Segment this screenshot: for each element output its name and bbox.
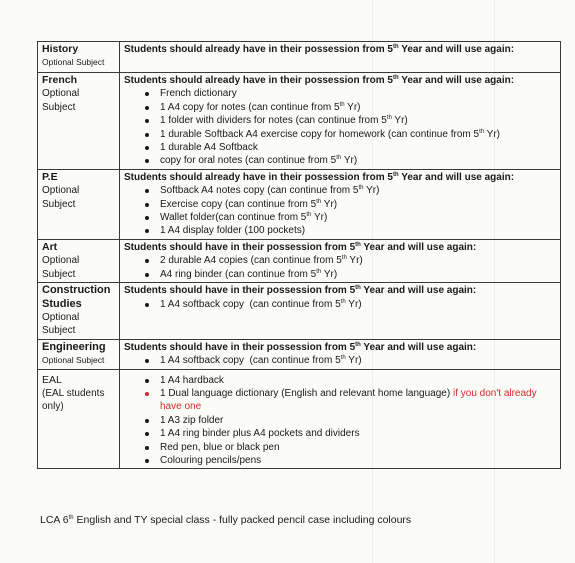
list-item: 1 A3 zip folder bbox=[160, 414, 556, 427]
subject-note: Optional Subject bbox=[42, 88, 80, 113]
footer-note: LCA 6th English and TY special class - fully packed pencil case including colours bbox=[40, 514, 412, 526]
subject-note: Optional Subject bbox=[42, 255, 80, 280]
item-list bbox=[124, 87, 556, 167]
subject-cell bbox=[38, 239, 120, 282]
item-list bbox=[124, 374, 556, 468]
requirements-cell bbox=[120, 239, 561, 282]
subject-cell bbox=[38, 369, 120, 469]
subject-note: Optional Subject bbox=[42, 57, 105, 68]
list-item: 1 durable A4 Softback bbox=[160, 141, 556, 154]
subject-note: Optional Subject bbox=[42, 311, 80, 337]
requirements-cell bbox=[120, 169, 561, 239]
row-heading: Students should already have in their possession from 5th Year and will use again: bbox=[124, 171, 515, 183]
subject-name: Construction Studies bbox=[42, 284, 111, 310]
subject-note: Optional Subject bbox=[42, 355, 105, 366]
list-item: 1 A4 hardback bbox=[160, 374, 556, 387]
list-item: copy for oral notes (can continue from 5th Yr) bbox=[160, 154, 556, 167]
subject-name: History bbox=[42, 43, 79, 55]
subject-name: Engineering bbox=[42, 340, 106, 353]
list-item: Exercise copy (can continue from 5th Yr) bbox=[160, 198, 556, 211]
subject-name: EAL bbox=[42, 373, 62, 386]
list-item: 1 A4 copy for notes (can continue from 5th Yr) bbox=[160, 101, 556, 114]
row-heading: Students should have in their possession from 5th Year and will use again: bbox=[124, 241, 477, 253]
row-heading: Students should have in their possession from 5th Year and will use again: bbox=[124, 341, 477, 353]
row-art bbox=[38, 239, 561, 282]
subject-note: (EAL students only) bbox=[42, 387, 105, 413]
row-engineering bbox=[38, 339, 561, 369]
row-heading: Students should already have in their possession from 5th Year and will use again: bbox=[124, 44, 515, 55]
list-item bbox=[160, 387, 556, 414]
list-item: Red pen, blue or black pen bbox=[160, 441, 556, 454]
item-list bbox=[124, 184, 556, 238]
list-item: 2 durable A4 copies (can continue from 5th Yr) bbox=[160, 254, 556, 267]
requirements-cell bbox=[120, 42, 561, 73]
list-item: A4 ring binder (can continue from 5th Yr) bbox=[160, 268, 556, 281]
subject-cell bbox=[38, 169, 120, 239]
list-item: 1 durable Softback A4 exercise copy for homework (can continue from 5th Yr) bbox=[160, 128, 556, 141]
subject-name: French bbox=[42, 74, 78, 86]
requirements-cell bbox=[120, 369, 561, 469]
list-item: Wallet folder(can continue from 5th Yr) bbox=[160, 211, 556, 224]
row-eal bbox=[38, 369, 561, 469]
item-list bbox=[124, 254, 556, 281]
requirements-cell bbox=[120, 339, 561, 369]
requirements-table bbox=[37, 41, 561, 469]
list-item: 1 A4 softback copy (can continue from 5th Yr) bbox=[160, 354, 556, 367]
subject-cell bbox=[38, 283, 120, 340]
requirements-cell bbox=[120, 283, 561, 340]
item-list bbox=[124, 354, 556, 367]
list-item: 1 A4 display folder (100 pockets) bbox=[160, 224, 556, 237]
row-history bbox=[38, 42, 561, 73]
list-item: Softback A4 notes copy (can continue from 5th Yr) bbox=[160, 184, 556, 197]
subject-cell bbox=[38, 339, 120, 369]
subject-cell bbox=[38, 73, 120, 170]
row-pe bbox=[38, 169, 561, 239]
subject-cell bbox=[38, 42, 120, 73]
highlight-text: if you don't already have one bbox=[160, 387, 537, 413]
subject-note: Optional Subject bbox=[42, 185, 80, 210]
row-heading: Students should already have in their possession from 5th Year and will use again: bbox=[124, 75, 515, 86]
subject-name: P.E bbox=[42, 170, 58, 183]
row-heading: Students should have in their possession from 5th Year and will use again: bbox=[124, 285, 477, 297]
row-french bbox=[38, 73, 561, 170]
subject-name: Art bbox=[42, 240, 58, 253]
list-item: Colouring pencils/pens bbox=[160, 454, 556, 467]
list-item: 1 A4 softback copy (can continue from 5th Yr) bbox=[160, 298, 556, 311]
item-list bbox=[124, 298, 556, 311]
list-item: 1 A4 ring binder plus A4 pockets and dividers bbox=[160, 427, 556, 440]
item-text: 1 Dual language dictionary (English and relevant home language) bbox=[160, 387, 451, 399]
list-item: French dictionary bbox=[160, 87, 556, 100]
requirements-cell bbox=[120, 73, 561, 170]
list-item: 1 folder with dividers for notes (can continue from 5th Yr) bbox=[160, 114, 556, 127]
row-construction-studies bbox=[38, 283, 561, 340]
